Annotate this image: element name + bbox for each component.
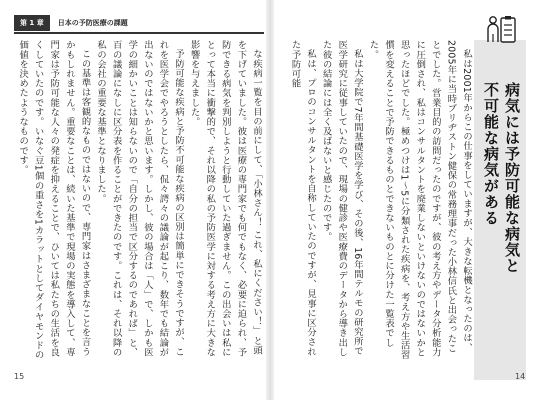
clipboard-person-icon xyxy=(484,12,518,46)
heading-line: 病気には予防可能な病気と xyxy=(503,82,521,274)
book-gutter xyxy=(266,0,274,400)
left-page xyxy=(0,0,266,400)
chapter-label: 第 1 章 xyxy=(14,15,50,31)
paragraph: 予防可能な疾病と予防不可能な疾病の区別は簡単にできそうですが、これを医学会でやろうとしたら、侃々諤々の議論が起こり、数年でも結論が出ないのではないかと思います。しかし、彼の場合は「人」で、しかも医学の細かいことは知らないので「自分の担当で区分するのであれば」と、百の議論になしに区分表を作ることができたのです。これは、それ以降の私の会社の重要な基準となりました。 xyxy=(95,40,185,357)
right-page xyxy=(274,0,538,400)
paragraph: な疾病一覧を目の前にして、「小林さん！ これ、私にください！」と頭を下げていました。彼は医療の専門家でも何でもなく、必要に迫られ、予防できる病気を判別しようと行動していた過ぎません。この出会いは私にとって本当に衝撃的で、それ以降の私の予防医学に対する考え方に大きな影響を与えました。 xyxy=(188,40,262,357)
right-body-text xyxy=(286,40,474,360)
section-heading xyxy=(480,82,522,274)
page-number-left: 15 xyxy=(14,372,25,381)
paragraph: この基準は客観的なものではないので、専門家はさまざまなことを言うかもしれません。重要なことは、続いた基準で現場の実態を導入して、専門家は予防可能な人々の発症を抑えることで、ひいては私たちの生活を良くしていたのです。いなぐ豆1個の重さを1カラットとしてダイヤモンドの価値を決めたようなものです。 xyxy=(17,40,91,360)
left-body-text xyxy=(14,40,264,360)
page-number-right: 14 xyxy=(515,372,526,381)
chapter-title: 日本の予防医療の課題 xyxy=(57,19,128,27)
paragraph: 私は、プロのコンサルタントを自称していたのですが、見事に区分された予防可能 xyxy=(289,40,317,357)
heading-line: 不可能な病気がある xyxy=(482,82,500,226)
paragraph: 私は大学院で7年間基礎医学を学び、その後、16年間テルモの研究所で医学研究に従事していたので、現場の健診や医療費のデータから導き出した彼の結論には全く及ばないと感じたのです。 xyxy=(320,40,363,357)
chapter-header xyxy=(14,14,264,34)
paragraph: 私は2001年からこの仕事をしていますが、大きな転機となったのは、2005年に当時ブリヂストン健保の常務理事だった小林信氏と出会ったことでした。営業目的の訪問だったのですが、彼の考え方やデータ分析能力に圧倒され、私はコンサルタントを廃業しないといけないのではないかと思ったほどでした。極めつけは1～5に分類された疾病を、考え方や生活習慣を変えることで予防できるものとできないものとに分けた一覧表でした。 xyxy=(367,40,472,360)
